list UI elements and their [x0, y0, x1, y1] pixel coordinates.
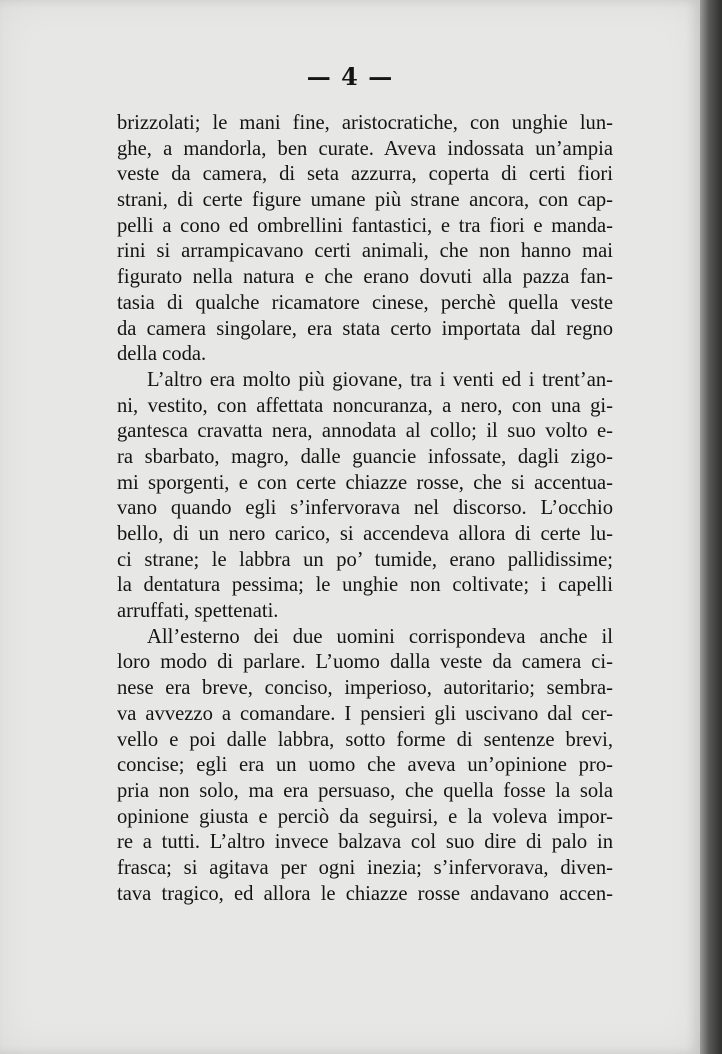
text-line: ci strane; le labbra un po’ tumide, erano pallidissime;: [117, 548, 613, 571]
text-line: vello e poi dalle labbra, sotto forme di sentenze brevi,: [117, 728, 613, 751]
text-line: L’altro era molto più giovane, tra i venti ed i trent’an-: [147, 368, 613, 391]
text-line: rini si arrampicavano certi animali, che non hanno mai: [117, 240, 613, 263]
text-line: All’esterno dei due uomini corrispondeva anche il: [147, 625, 613, 648]
text-line: pelli a cono ed ombrellini fantastici, e tra fiori e manda-: [117, 214, 613, 237]
text-line: ni, vestito, con affettata noncuranza, a nero, con una gi-: [117, 394, 613, 417]
text-line: bello, di un nero carico, si accendeva allora di certe lu-: [117, 523, 613, 545]
body-text: [117, 111, 613, 907]
text-line: della coda.: [117, 343, 207, 366]
text-line: strani, di certe figure umane più strane ancora, con cap-: [117, 189, 613, 212]
text-line: figurato nella natura e che erano dovuti alla pazza fan-: [117, 266, 613, 289]
text-line: pria non solo, ma era persuaso, che quella fosse la sola: [117, 779, 613, 802]
text-line: tasia di qualche ricamatore cinese, perchè quella veste: [117, 291, 613, 314]
page-number: — 4 —: [306, 62, 394, 91]
book-spine: [700, 0, 722, 1054]
text-line: mi sporgenti, e con certe chiazze rosse, che si accentua-: [117, 471, 613, 494]
text-line: gantesca cravatta nera, annodata al collo; il suo volto e-: [117, 420, 613, 443]
text-line: loro modo di parlare. L’uomo dalla veste da camera ci-: [117, 651, 613, 674]
text-line: nese era breve, conciso, imperioso, autoritario; sembra-: [117, 677, 613, 700]
text-line: va avvezzo a comandare. I pensieri gli uscivano dal cer-: [117, 702, 613, 725]
text-line: brizzolati; le mani fine, aristocratiche, con unghie lun-: [117, 112, 613, 134]
text-line: arruffati, spettenati.: [117, 600, 279, 623]
text-line: opinione giusta e perciò da seguirsi, e la voleva impor-: [117, 805, 613, 828]
text-line: frasca; si agitava per ogni inezia; s’infervorava, diven-: [117, 856, 613, 879]
text-line: veste da camera, di seta azzurra, coperta di certi fiori: [117, 163, 613, 186]
text-line: vano quando egli s’infervorava nel discorso. L’occhio: [117, 497, 613, 520]
text-line: la dentatura pessima; le unghie non coltivate; i capelli: [117, 574, 613, 597]
text-line: ra sbarbato, magro, dalle guancie infossate, dagli zigo-: [117, 445, 613, 468]
text-line: ghe, a mandorla, ben curate. Aveva indossata un’ampia: [117, 137, 613, 160]
text-line: da camera singolare, era stata certo importata dal regno: [117, 317, 613, 340]
text-line: tava tragico, ed allora le chiazze rosse andavano accen-: [117, 882, 613, 905]
text-line: re a tutti. L’altro invece balzava col suo dire di palo in: [117, 831, 613, 854]
text-line: concise; egli era un uomo che aveva un’opinione pro-: [117, 754, 613, 777]
